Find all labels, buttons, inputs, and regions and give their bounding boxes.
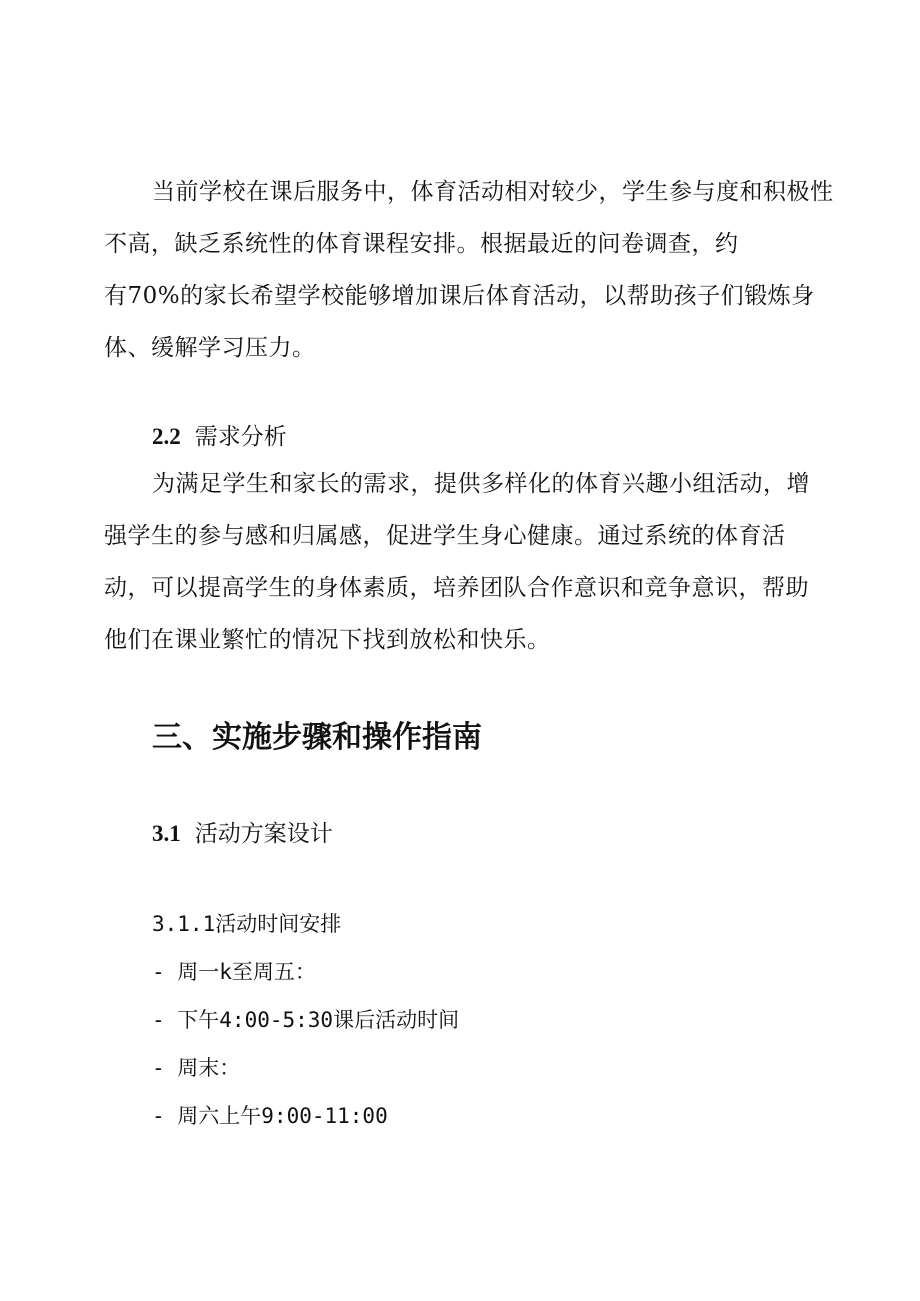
section-title: 活动方案设计 <box>194 821 333 847</box>
chapter-heading-3: 三、实施步骤和操作指南 <box>152 720 482 755</box>
list-item: - 周六上午9:00-11:00 <box>152 1104 388 1128</box>
paragraph-line: 有70%的家长希望学校能够增加课后体育活动，以帮助孩子们锻炼身 <box>104 283 815 309</box>
section-number: 2.2 <box>152 424 181 449</box>
list-item: - 周一k至周五： <box>152 960 316 984</box>
list-item: - 周末： <box>152 1056 241 1080</box>
section-title: 需求分析 <box>194 424 287 450</box>
background-paragraph <box>104 166 834 374</box>
schedule-list <box>152 900 459 1140</box>
paragraph-line: 强学生的参与感和归属感，促进学生身心健康。通过系统的体育活 <box>104 523 786 549</box>
paragraph-line: 不高，缺乏系统性的体育课程安排。根据最近的问卷调查，约 <box>104 231 739 257</box>
list-item: - 下午4:00-5:30课后活动时间 <box>152 1008 460 1032</box>
schedule-heading: 3.1.1活动时间安排 <box>152 912 342 936</box>
paragraph-line: 当前学校在课后服务中，体育活动相对较少，学生参与度和积极性 <box>152 179 834 205</box>
paragraph-line: 他们在课业繁忙的情况下找到放松和快乐。 <box>104 627 551 653</box>
section-heading-3-1 <box>152 815 333 848</box>
paragraph-line: 体、缓解学习压力。 <box>104 335 316 361</box>
section-number: 3.1 <box>152 821 181 846</box>
paragraph-line: 动，可以提高学生的身体素质，培养团队合作意识和竞争意识，帮助 <box>104 575 809 601</box>
paragraph-line: 为满足学生和家长的需求，提供多样化的体育兴趣小组活动，增 <box>152 471 810 497</box>
needs-analysis-paragraph <box>104 458 824 666</box>
section-heading-2-2 <box>152 418 287 451</box>
